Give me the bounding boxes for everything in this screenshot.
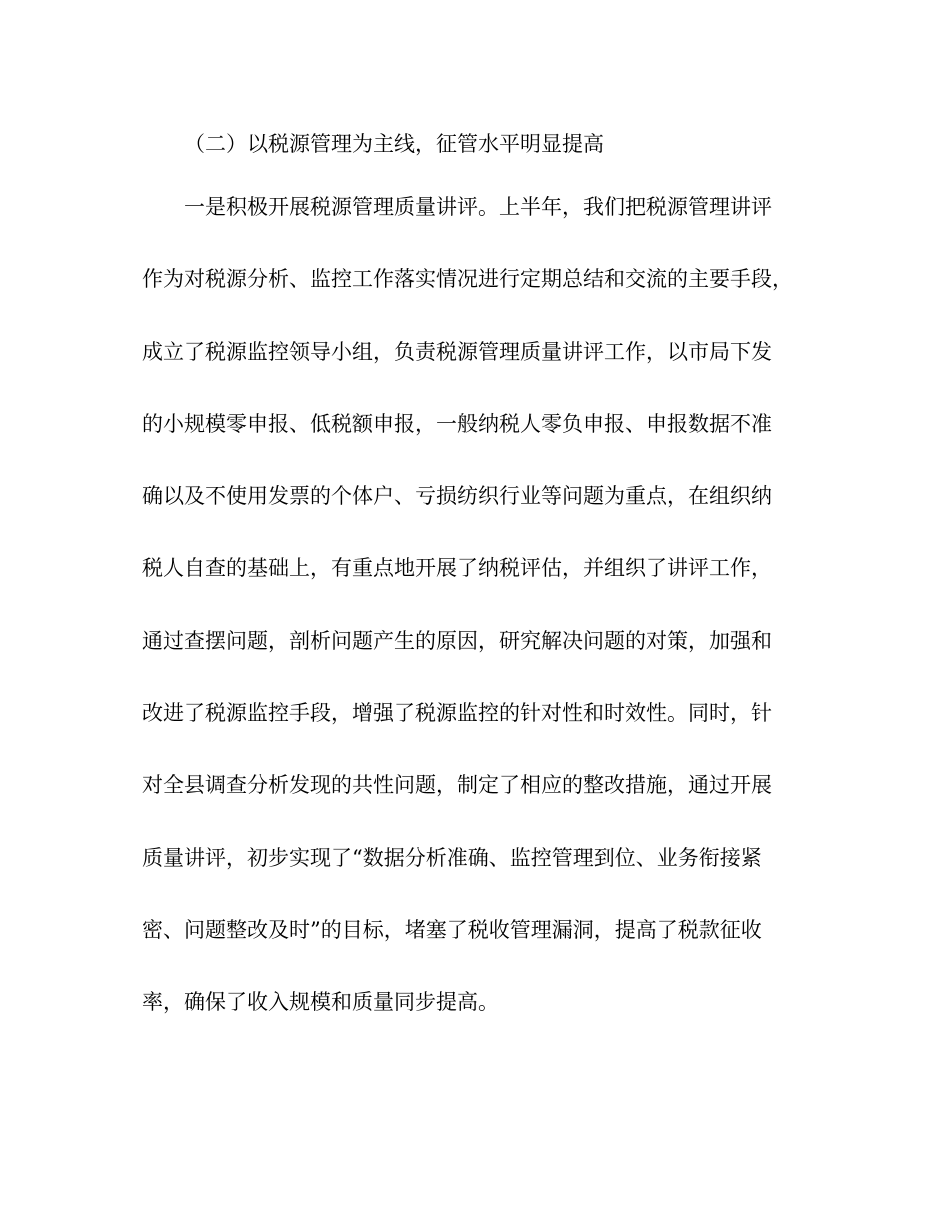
paragraph-line: 质量讲评，初步实现了“数据分析准确、监控管理到位、业务衔接紧 bbox=[142, 845, 762, 870]
paragraph-line: 一是积极开展税源管理质量讲评。上半年，我们把税源管理讲评 bbox=[184, 195, 772, 219]
paragraph-line: 税人自查的基础上，有重点地开展了纳税评估，并组织了讲评工作， bbox=[142, 556, 772, 581]
paragraph-line: 确以及不使用发票的个体户、亏损纺织行业等问题为重点，在组织纳 bbox=[142, 484, 772, 509]
section-heading: （二）以税源管理为主线，征管水平明显提高 bbox=[184, 132, 604, 156]
paragraph-line: 改进了税源监控手段，增强了税源监控的针对性和时效性。同时，针 bbox=[142, 701, 772, 726]
document-body bbox=[142, 118, 822, 1049]
paragraph-line: 对全县调查分析发现的共性问题，制定了相应的整改措施，通过开展 bbox=[142, 773, 772, 798]
paragraph-line: 密、问题整改及时”的目标，堵塞了税收管理漏洞，提高了税款征收 bbox=[142, 917, 762, 942]
paragraph-line: 成立了税源监控领导小组，负责税源管理质量讲评工作，以市局下发 bbox=[142, 339, 772, 364]
paragraph-line: 通过查摆问题，剖析问题产生的原因，研究解决问题的对策，加强和 bbox=[142, 628, 772, 653]
paragraph bbox=[142, 181, 822, 1049]
paragraph-line: 的小规模零申报、低税额申报，一般纳税人零负申报、申报数据不准 bbox=[142, 411, 772, 436]
paragraph-line: 作为对税源分析、监控工作落实情况进行定期总结和交流的主要手段， bbox=[142, 267, 793, 292]
paragraph-line: 率，确保了收入规模和质量同步提高。 bbox=[142, 990, 499, 1015]
